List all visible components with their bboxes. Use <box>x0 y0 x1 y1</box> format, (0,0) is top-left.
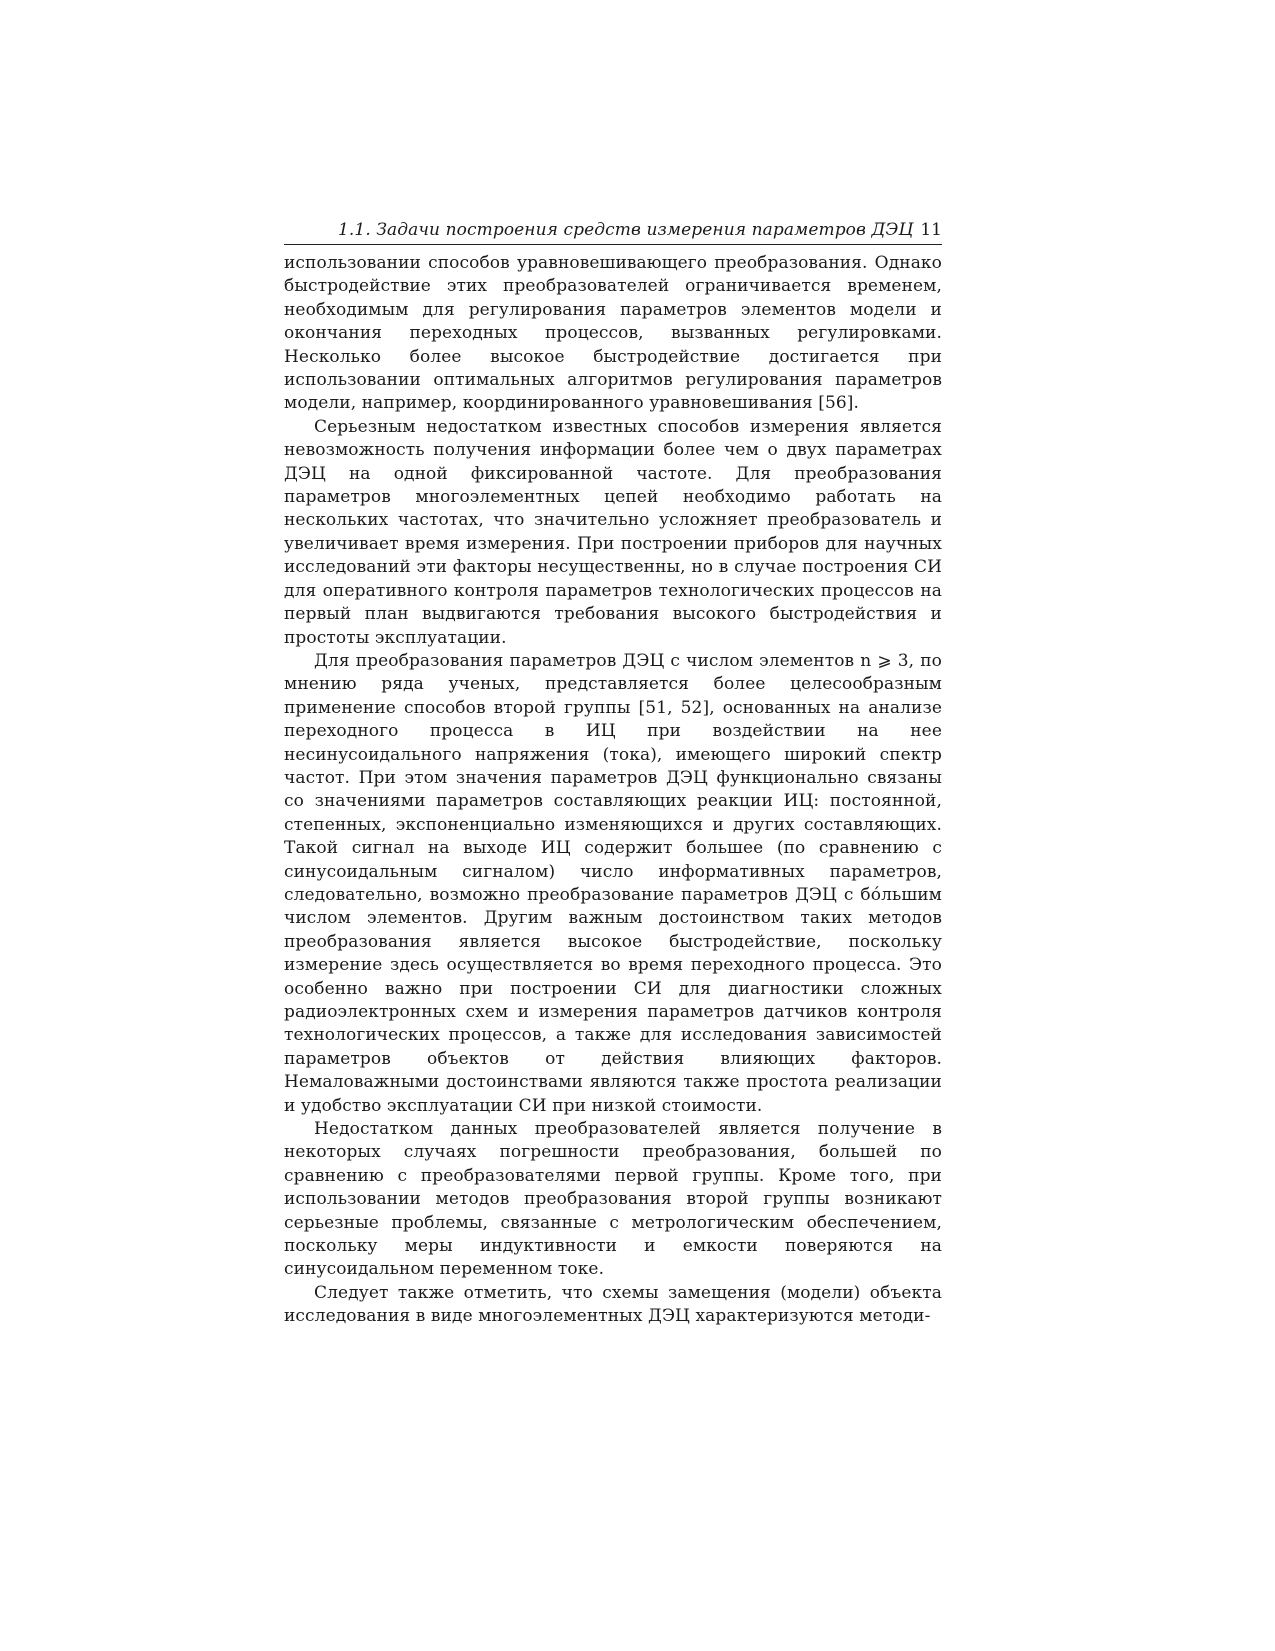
book-page <box>284 218 942 1329</box>
page-number: 11 <box>920 220 942 240</box>
running-header <box>284 218 942 245</box>
paragraph-continued: использовании способов уравновешивающего преобразования. Однако быстродействие этих преобразователей ограничивается временем, необходимым для регулирования параметров элементов модели и окончания переходных процессов, вызванных регулировками. Несколько более высокое быстродействие достигается при использовании оптимальных алгоритмов регулирования параметров модели, например, координированного уравновешивания [56]. <box>284 253 942 414</box>
paragraph: Для преобразования параметров ДЭЦ с числом элементов n ⩾ 3, по мнению ряда ученых, представляется более целесообразным применение способов второй группы [51, 52], основанных на анализе переходного процесса в ИЦ при воздействии на нее несинусоидального напряжения (тока), имеющего широкий спектр частот. При этом значения параметров ДЭЦ функционально связаны со значениями параметров составляющих реакции ИЦ: постоянной, степенных, экспоненциально изменяющихся и других составляющих. Такой сигнал на выходе ИЦ содержит большее (по сравнению с синусоидальным сигналом) число информативных параметров, следовательно, возможно преобразование параметров ДЭЦ с бóльшим числом элементов. Другим важным достоинством таких методов преобразования является высокое быстродействие, поскольку измерение здесь осуществляется во время переходного процесса. Это особенно важно при построении СИ для диагностики сложных радиоэлектронных схем и измерения параметров датчиков контроля технологических процессов, а также для исследования зависимостей параметров объектов от действия влияющих факторов. Немаловажными достоинствами являются также простота реализации и удобство эксплуатации СИ при низкой стоимости. <box>284 650 942 1116</box>
paragraph: Серьезным недостатком известных способов измерения является невозможность получения информации более чем о двух параметрах ДЭЦ на одной фиксированной частоте. Для преобразования параметров многоэлементных цепей необходимо работать на нескольких частотах, что значительно усложняет преобразователь и увеличивает время измерения. При построении приборов для научных исследований эти факторы несущественны, но в случае построения СИ для оперативного контроля параметров технологических процессов на первый план выдвигаются требования высокого быстродействия и простоты эксплуатации. <box>284 416 942 648</box>
paragraph: Следует также отметить, что схемы замещения (модели) объекта исследования в виде многоэлементных ДЭЦ характеризуются методи- <box>284 1282 942 1327</box>
chapter-section-title: 1.1. Задачи построения средств измерения параметров ДЭЦ <box>338 220 914 240</box>
paragraph: Недостатком данных преобразователей является получение в некоторых случаях погрешности преобразования, большей по сравнению с преобразователями первой группы. Кроме того, при использовании методов преобразования второй группы возникают серьезные проблемы, связанные с метрологическим обеспечением, поскольку меры индуктивности и емкости поверяются на синусоидальном переменном токе. <box>284 1119 942 1280</box>
body-text <box>284 252 942 1329</box>
